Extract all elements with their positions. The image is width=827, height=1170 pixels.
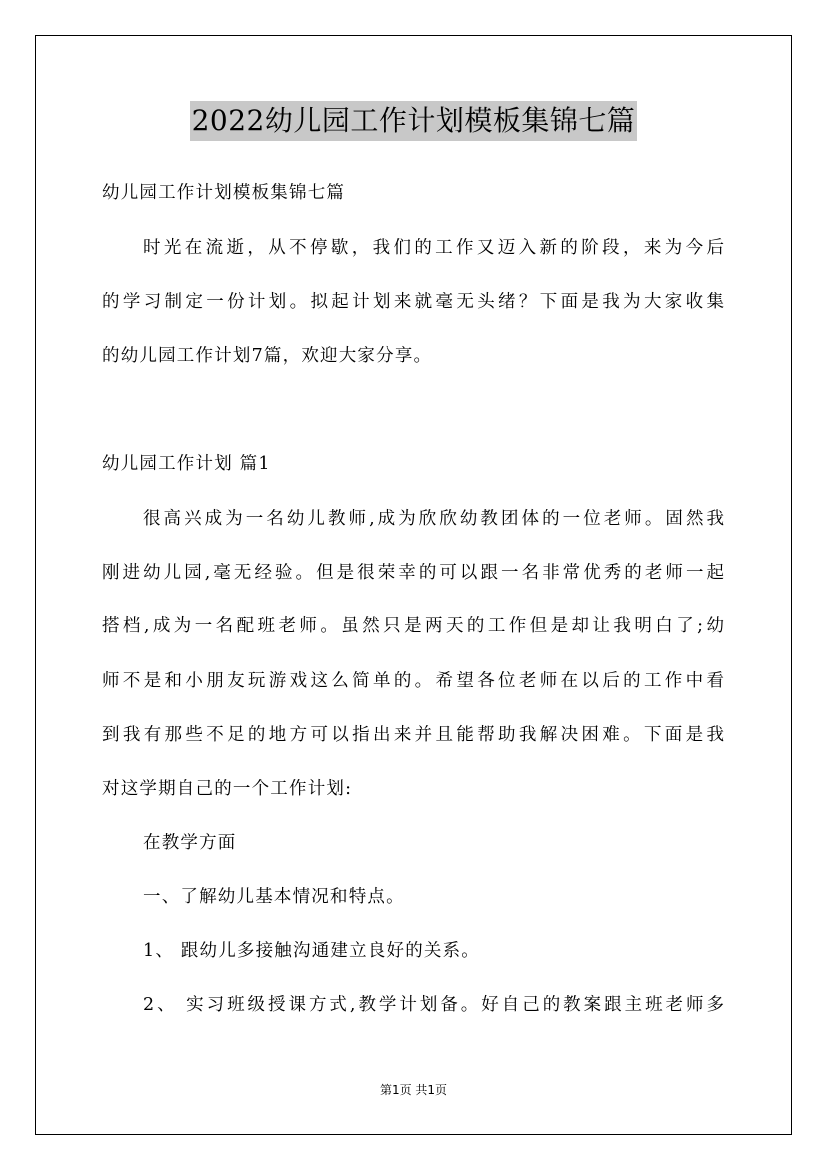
list-item-2: 2、 实习班级授课方式,教学计划备。好自己的教案跟主班老师多	[143, 995, 724, 1015]
paragraph-line-6: 对这学期自己的一个工作计划:	[102, 779, 353, 799]
intro-line-3: 的幼儿园工作计划7篇，欢迎大家分享。	[102, 346, 433, 366]
section-heading: 幼儿园工作计划 篇1	[102, 454, 271, 474]
paragraph-line-5: 到我有那些不足的地方可以指出来并且能帮助我解决困难。下面是我	[102, 725, 724, 745]
list-item-one: 一、了解幼儿基本情况和特点。	[143, 887, 405, 907]
page-footer: 第1页 共1页	[379, 1083, 448, 1097]
list-item-1: 1、 跟幼儿多接触沟通建立良好的关系。	[143, 941, 480, 961]
intro-line-2: 的学习制定一份计划。拟起计划来就毫无头绪？下面是我为大家收集	[102, 292, 724, 312]
document-subtitle: 幼儿园工作计划模板集锦七篇	[102, 183, 346, 203]
paragraph-line-4: 师不是和小朋友玩游戏这么简单的。希望各位老师在以后的工作中看	[102, 671, 724, 691]
teaching-heading: 在教学方面	[143, 833, 237, 853]
intro-line-1: 时光在流逝，从不停歇，我们的工作又迈入新的阶段，来为今后	[143, 238, 724, 258]
document-title: 2022幼儿园工作计划模板集锦七篇	[190, 101, 638, 141]
paragraph-line-2: 刚进幼儿园,毫无经验。但是很荣幸的可以跟一名非常优秀的老师一起	[102, 563, 724, 583]
paragraph-line-1: 很高兴成为一名幼儿教师,成为欣欣幼教团体的一位老师。固然我	[143, 509, 724, 529]
title-container	[0, 101, 827, 141]
paragraph-line-3: 搭档,成为一名配班老师。虽然只是两天的工作但是却让我明白了;幼	[102, 616, 724, 636]
